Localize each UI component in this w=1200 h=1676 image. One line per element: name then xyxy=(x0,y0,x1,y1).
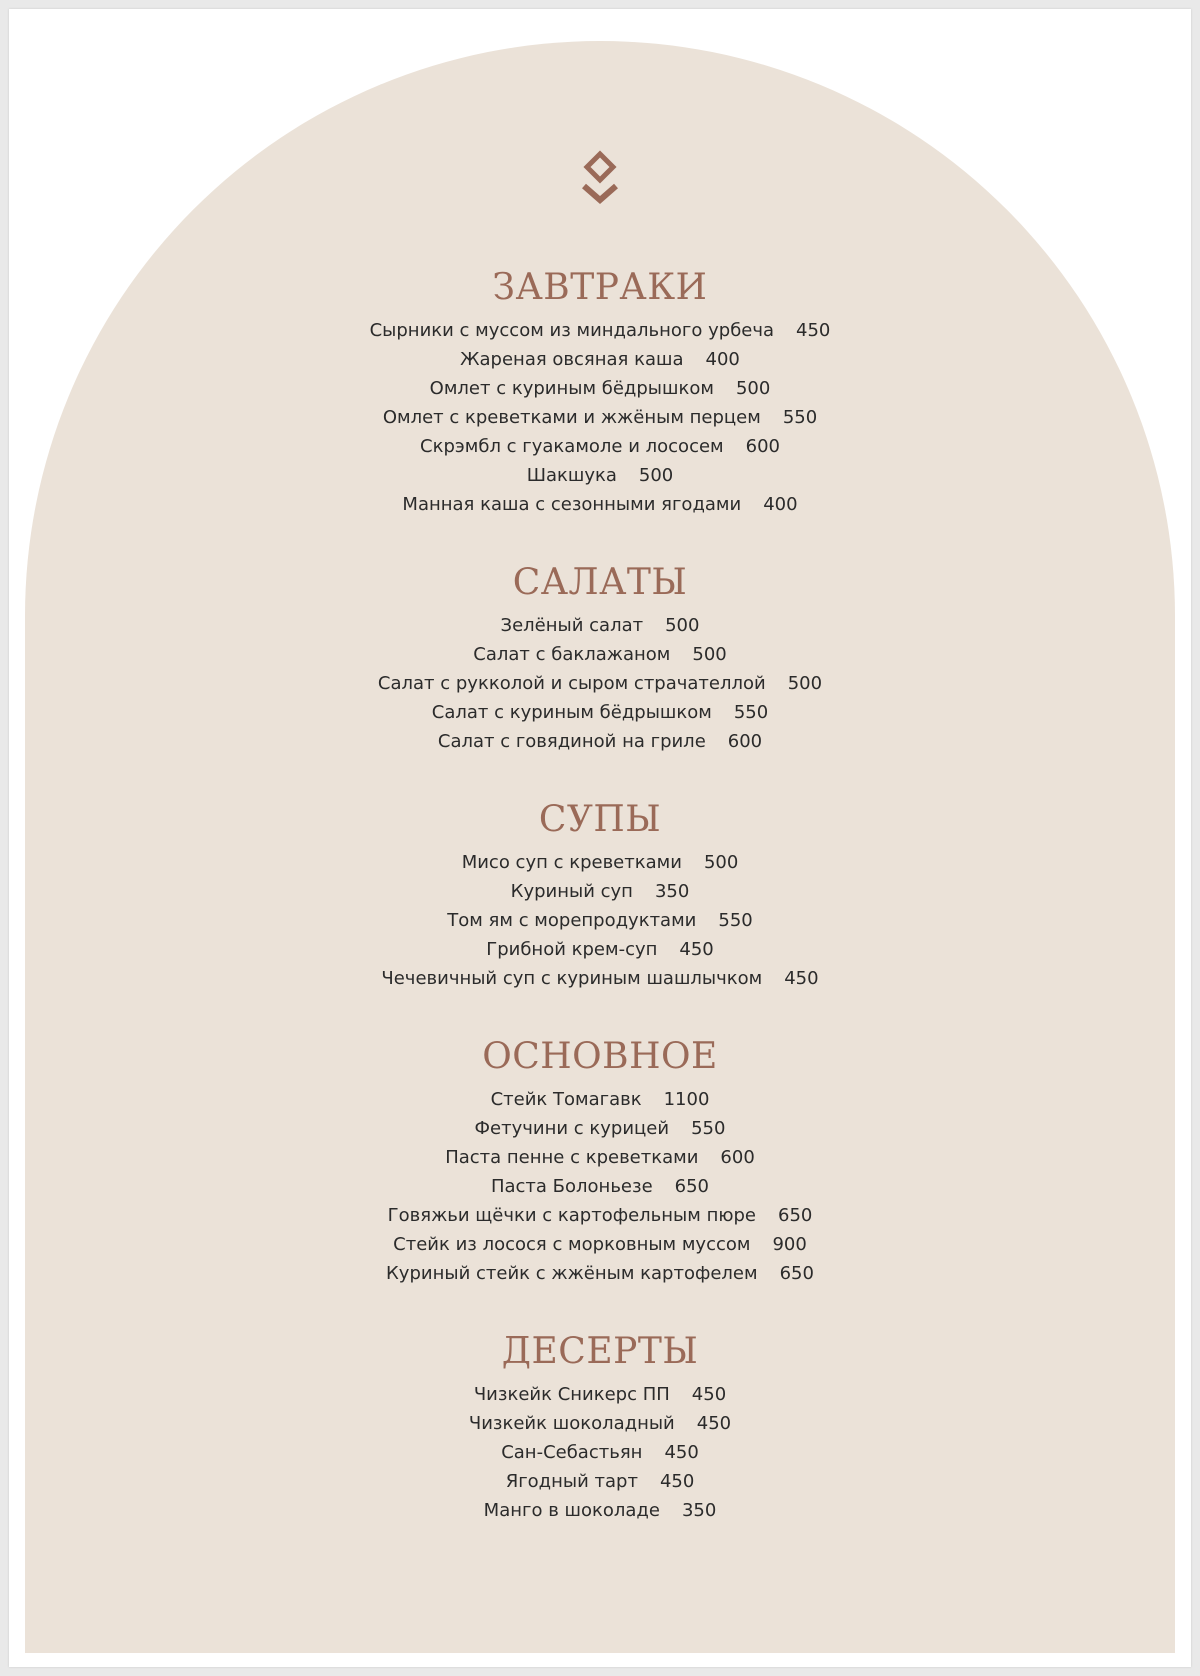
menu-item xyxy=(0,698,1200,727)
menu-item-price: 350 xyxy=(681,1500,717,1521)
section-title: САЛАТЫ xyxy=(512,562,688,603)
menu-item xyxy=(0,669,1200,698)
menu-content xyxy=(0,262,1200,1525)
section-title: ДЕСЕРТЫ xyxy=(501,1331,699,1372)
menu-item-list xyxy=(0,1085,1200,1288)
menu-section xyxy=(0,262,1200,519)
menu-item-price: 650 xyxy=(779,1263,814,1284)
menu-item-price: 500 xyxy=(703,852,739,873)
menu-item xyxy=(0,848,1200,877)
menu-item-list xyxy=(0,316,1200,519)
diamond-chevron-icon xyxy=(572,150,628,210)
menu-item-price: 650 xyxy=(674,1176,710,1197)
menu-item-price: 450 xyxy=(679,939,714,960)
menu-item-name: Жареная овсяная каша xyxy=(460,349,684,370)
menu-item-name: Чечевичный суп с куриным шашлычком xyxy=(381,968,763,989)
menu-item-name: Зелёный салат xyxy=(500,615,644,636)
menu-item-name: Манго в шоколаде xyxy=(483,1500,660,1521)
menu-item-name: Ягодный тарт xyxy=(505,1471,638,1492)
section-spacer xyxy=(0,1288,1200,1326)
menu-item-list xyxy=(0,1380,1200,1525)
menu-item xyxy=(0,316,1200,345)
menu-item-name: Шакшука xyxy=(526,465,617,486)
menu-item-name: Грибной крем-суп xyxy=(486,939,658,960)
menu-item-name: Салат с куриным бёдрышком xyxy=(431,702,712,723)
menu-item-name: Стейк из лосося с морковным муссом xyxy=(393,1234,751,1255)
menu-item xyxy=(0,1380,1200,1409)
menu-item xyxy=(0,906,1200,935)
menu-item-price: 500 xyxy=(787,673,823,694)
menu-item-price: 550 xyxy=(782,407,818,428)
menu-item xyxy=(0,1409,1200,1438)
menu-item-name: Чизкейк шоколадный xyxy=(468,1413,675,1434)
menu-item-name: Чизкейк Сникерс ПП xyxy=(473,1384,670,1405)
menu-item-name: Сан-Себастьян xyxy=(501,1442,643,1463)
menu-item xyxy=(0,611,1200,640)
menu-item-price: 400 xyxy=(763,494,798,515)
menu-item-price: 600 xyxy=(720,1147,755,1168)
menu-section xyxy=(0,1031,1200,1288)
menu-item xyxy=(0,1085,1200,1114)
menu-item-list xyxy=(0,611,1200,756)
section-spacer xyxy=(0,993,1200,1031)
menu-item xyxy=(0,1172,1200,1201)
menu-item xyxy=(0,461,1200,490)
section-title: ЗАВТРАКИ xyxy=(492,267,708,308)
menu-item-price: 900 xyxy=(772,1234,807,1255)
menu-item xyxy=(0,490,1200,519)
menu-item-price: 350 xyxy=(654,881,690,902)
menu-item-price: 450 xyxy=(691,1384,727,1405)
menu-item xyxy=(0,1438,1200,1467)
menu-item xyxy=(0,1496,1200,1525)
menu-item xyxy=(0,403,1200,432)
menu-item-name: Говяжьи щёчки с картофельным пюре xyxy=(387,1205,756,1226)
menu-item-name: Паста Болоньезе xyxy=(490,1176,653,1197)
menu-item-name: Фетучини с курицей xyxy=(474,1118,670,1139)
menu-item xyxy=(0,1143,1200,1172)
menu-item-price: 550 xyxy=(733,702,769,723)
menu-item-name: Скрэмбл с гуакамоле и лососем xyxy=(420,436,724,457)
menu-item xyxy=(0,1230,1200,1259)
menu-item xyxy=(0,1201,1200,1230)
menu-item-name: Куриный суп xyxy=(510,881,633,902)
menu-item-name: Омлет с куриным бёдрышком xyxy=(429,378,714,399)
menu-item-price: 650 xyxy=(778,1205,813,1226)
menu-item-name: Стейк Томагавк xyxy=(490,1089,642,1110)
section-title: СУПЫ xyxy=(538,799,662,840)
menu-item xyxy=(0,374,1200,403)
section-spacer xyxy=(0,756,1200,794)
menu-item xyxy=(0,964,1200,993)
menu-item-price: 500 xyxy=(692,644,727,665)
menu-item xyxy=(0,1467,1200,1496)
menu-item-name: Том ям с морепродуктами xyxy=(447,910,697,931)
menu-item-name: Салат с рукколой и сыром страчателлой xyxy=(377,673,766,694)
logo-chevron xyxy=(584,186,616,200)
menu-item-price: 600 xyxy=(727,731,763,752)
menu-item xyxy=(0,640,1200,669)
menu-item-name: Салат с говядиной на гриле xyxy=(437,731,706,752)
menu-item-price: 550 xyxy=(718,910,753,931)
menu-item xyxy=(0,1114,1200,1143)
menu-item-price: 450 xyxy=(696,1413,732,1434)
menu-item xyxy=(0,432,1200,461)
menu-item-name: Омлет с креветками и жжёным перцем xyxy=(382,407,761,428)
menu-item xyxy=(0,1259,1200,1288)
menu-item-price: 550 xyxy=(691,1118,726,1139)
menu-item-price: 450 xyxy=(784,968,819,989)
menu-item-price: 450 xyxy=(796,320,831,341)
menu-item-name: Паста пенне с креветками xyxy=(445,1147,699,1168)
menu-section xyxy=(0,1326,1200,1525)
menu-item xyxy=(0,727,1200,756)
menu-item-name: Сырники с муссом из миндального урбеча xyxy=(369,320,775,341)
menu-section xyxy=(0,557,1200,756)
menu-section xyxy=(0,794,1200,993)
menu-item-price: 400 xyxy=(705,349,740,370)
menu-item-price: 600 xyxy=(745,436,780,457)
menu-item-price: 450 xyxy=(659,1471,695,1492)
menu-item xyxy=(0,877,1200,906)
menu-item-name: Салат с баклажаном xyxy=(473,644,671,665)
menu-item-name: Куриный стейк с жжёным картофелем xyxy=(386,1263,758,1284)
section-title: ОСНОВНОЕ xyxy=(482,1036,718,1077)
section-spacer xyxy=(0,519,1200,557)
menu-item-price: 1100 xyxy=(663,1089,710,1110)
menu-item-price: 450 xyxy=(664,1442,699,1463)
menu-item-price: 500 xyxy=(638,465,674,486)
menu-item-price: 500 xyxy=(735,378,771,399)
menu-item-name: Мисо суп с креветками xyxy=(461,852,682,873)
menu-item xyxy=(0,345,1200,374)
menu-item xyxy=(0,935,1200,964)
logo-diamond xyxy=(587,154,613,180)
menu-item-price: 500 xyxy=(665,615,700,636)
menu-item-name: Манная каша с сезонными ягодами xyxy=(402,494,742,515)
menu-item-list xyxy=(0,848,1200,993)
